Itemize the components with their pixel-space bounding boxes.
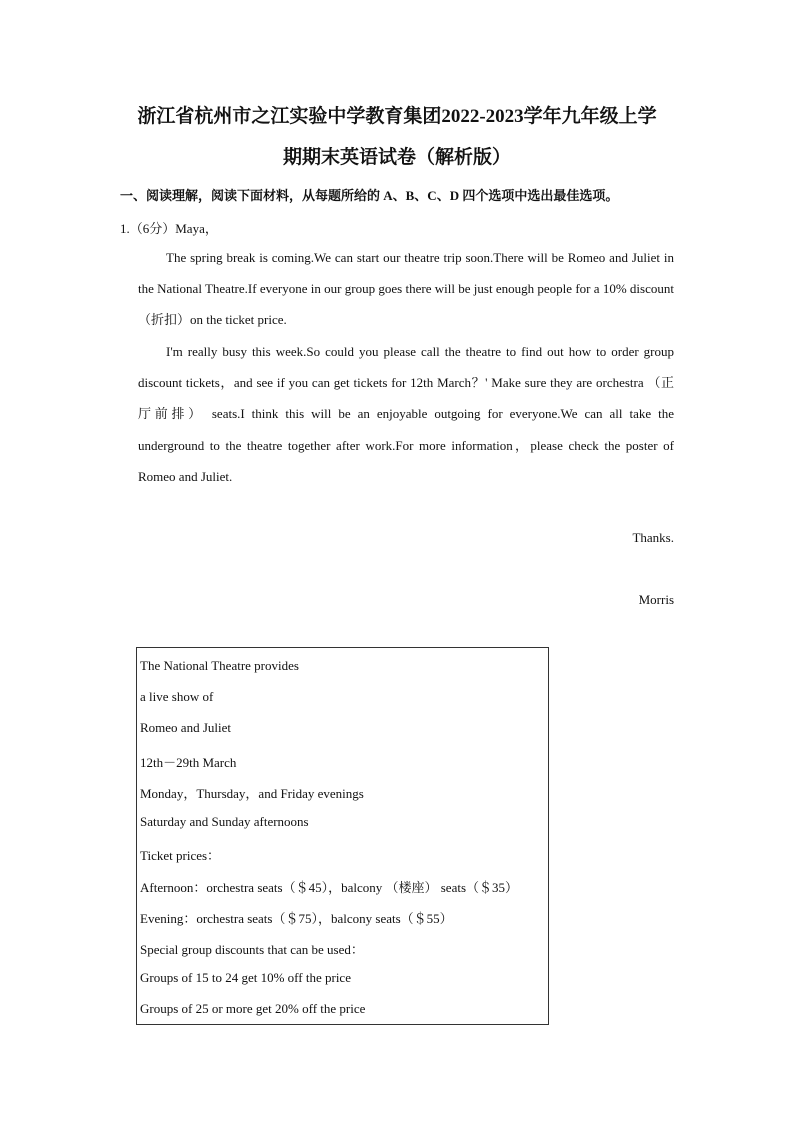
section-heading: 一、阅读理解，阅读下面材料，从每题所给的 A、B、C、D 四个选项中选出最佳选项。 [120, 188, 619, 203]
letter-closing: Thanks. [632, 530, 674, 545]
poster-line: Saturday and Sunday afternoons [140, 814, 309, 829]
poster-line: 12th－29th March [140, 755, 237, 770]
question-number: 1.（6分）Maya， [120, 221, 218, 236]
letter-paragraph-1: The spring break is coming.We can start our theatre trip soon.There will be Romeo and Juliet in the National Theatre.If everyone in our group goes there will be just enough people for a 10% discount （折扣）on the ticket price. [138, 250, 674, 328]
poster-line: Special group discounts that can be used： [140, 942, 364, 957]
exam-title-line-1: 浙江省杭州市之江实验中学教育集团2022-2023学年九年级上学 [137, 106, 657, 127]
poster-line: Evening：orchestra seats（＄75），balcony seats（＄55） [140, 911, 453, 926]
poster-line: The National Theatre provides [140, 658, 299, 673]
poster-line: Groups of 25 or more get 20% off the price [140, 1001, 366, 1016]
poster-line: Monday，Thursday，and Friday evenings [140, 786, 364, 801]
letter-paragraph-2: I'm really busy this week.So could you please call the theatre to find out how to order group discount tickets，and see if you can get tickets for 12th March？' Make sure they are orchestra （正厅前排） seats.I think this will be an enjoyable outgoing for everyone.We can all take the underground to the theatre together after work.For more information，please check the poster of Romeo and Juliet. [138, 344, 674, 484]
poster-line: a live show of [140, 689, 214, 704]
poster-line: Afternoon：orchestra seats（＄45），balcony （楼座） seats（＄35） [140, 880, 519, 895]
poster-line: Groups of 15 to 24 get 10% off the price [140, 970, 351, 985]
letter-signature: Morris [638, 592, 674, 607]
poster-line: Ticket prices： [140, 848, 221, 863]
theatre-poster-box [136, 647, 549, 1025]
exam-title-line-2: 期期末英语试卷（解析版） [282, 147, 511, 168]
poster-line: Romeo and Juliet [140, 720, 231, 735]
